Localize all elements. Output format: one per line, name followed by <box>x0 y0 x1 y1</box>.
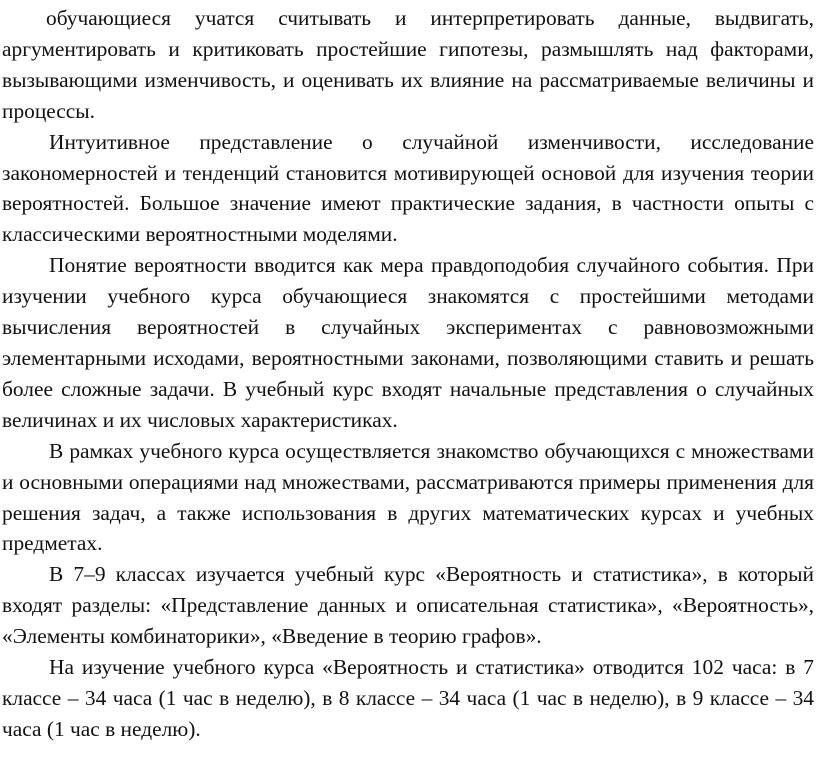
paragraph-course-sections: В 7–9 классах изучается учебный курс «Вероятность и статистика», в который входят разделы: «Представление данных и описательная статистика», «Вероятность», «Элементы комбинаторики», «Введение в теорию графов». <box>2 562 814 649</box>
paragraph-intuitive-representation: Интуитивное представление о случайной изменчивости, исследование закономерностей и тенденций становится мотивирующей основой для изучения теории вероятностей. Большое значение имеют практические задания, в частности опыты с классическими вероятностными моделями. <box>2 129 814 247</box>
paragraph-probability-concept: Понятие вероятности вводится как мера правдоподобия случайного события. При изучении учебного курса обучающиеся знакомятся с простейшими методами вычисления вероятностей в случайных экспериментах с равновозможными элементарными исходами, вероятностными законами, позволяющими ставить и решать более сложные задачи. В учебный курс входят начальные представления о случайных величинах и их числовых характеристиках. <box>2 253 814 432</box>
paragraph-continuation: обучающиеся учатся считывать и интерпретировать данные, выдвигать, аргументировать и критиковать простейшие гипотезы, размышлять над факторами, вызывающими изменчивость, и оценивать их влияние на рассматриваемые величины и процессы. <box>2 6 814 123</box>
paragraph-sets: В рамках учебного курса осуществляется знакомство обучающихся с множествами и основными операциями над множествами, рассматриваются примеры применения для решения задач, а также использования в других математических курсах и учебных предметах. <box>2 438 814 556</box>
document-page <box>2 3 814 745</box>
paragraph-hours: На изучение учебного курса «Вероятность и статистика» отводится 102 часа: в 7 классе – 34 часа (1 час в неделю), в 8 классе – 34 часа (1 час в неделю), в 9 классе – 34 часа (1 час в неделю). <box>2 655 814 741</box>
